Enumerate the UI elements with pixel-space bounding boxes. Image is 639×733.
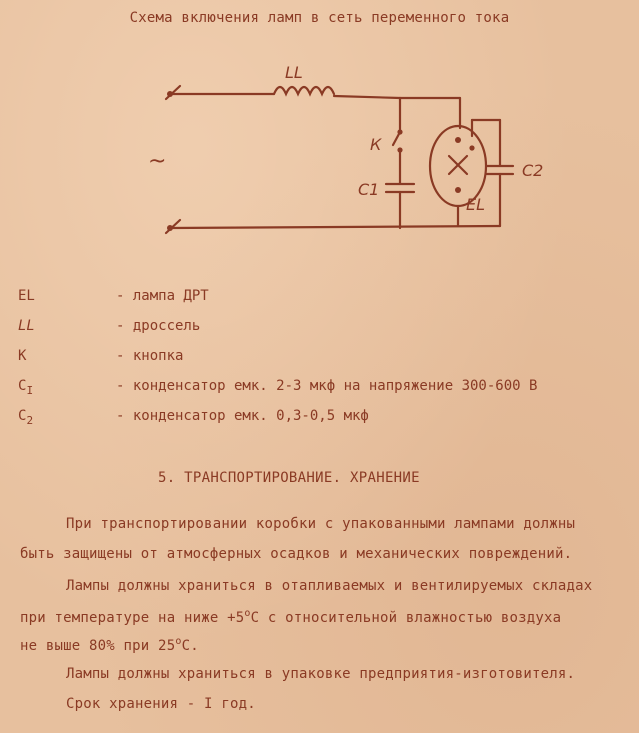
button-contact-bottom — [397, 147, 402, 152]
paragraph-line: при температуре на ниже $+5^оС$ с относительной влажностью воздуха — [20, 608, 562, 626]
legend-symbol: $C_I$ — [18, 378, 34, 397]
terminal-top — [167, 91, 173, 97]
paragraph-line: Срок хранения - I год. — [66, 696, 256, 712]
legend-description: - конденсатор емк. 2-3 мкф на напряжение 300-600 В — [116, 378, 538, 394]
label-lamp: EL — [466, 195, 486, 214]
legend-description: - лампа ДРТ — [116, 288, 209, 304]
lamp-electrode-top — [455, 137, 461, 143]
lamp-electrode-aux — [469, 145, 474, 150]
choke-coil — [274, 87, 334, 94]
legend-row — [18, 348, 618, 378]
label-button: К — [370, 135, 382, 154]
paragraph-line: быть защищены от атмосферных осадков и механических повреждений. — [20, 546, 573, 562]
circuit-diagram — [0, 0, 639, 260]
legend-symbol: $C_2$ — [18, 408, 34, 427]
legend-description: - дроссель — [116, 318, 201, 334]
wire-bottom — [170, 226, 500, 228]
paragraph-line: Лампы должны храниться в упаковке предприятия-изготовителя. — [66, 666, 576, 682]
legend-row — [18, 378, 618, 408]
label-c2: C2 — [522, 161, 544, 180]
paragraph-line: не выше 80% при $25^оС$. — [20, 636, 199, 654]
label-ac: ~ — [148, 149, 167, 174]
lamp-electrode-bottom — [455, 187, 461, 193]
label-choke: LL — [285, 63, 303, 82]
legend-symbol: К — [18, 348, 27, 364]
wire-top-mid — [334, 96, 400, 98]
legend-row — [18, 408, 618, 438]
section-heading: 5. ТРАНСПОРТИРОВАНИЕ. ХРАНЕНИЕ — [158, 470, 420, 486]
paragraph-line: Лампы должны храниться в отапливаемых и вентилируемых складах — [66, 578, 593, 594]
label-c1: C1 — [358, 180, 380, 199]
legend-description: - кнопка — [116, 348, 184, 364]
legend-row — [18, 288, 618, 318]
paragraph-line: При транспортировании коробки с упакованными лампами должны — [66, 516, 576, 532]
legend-description: - конденсатор емк. 0,3-0,5 мкф — [116, 408, 369, 424]
button-contact-top — [397, 129, 402, 134]
terminal-bottom — [167, 225, 173, 231]
diagram-title: Схема включения ламп в сеть переменного тока — [129, 10, 510, 26]
legend-symbol: EL — [18, 288, 35, 304]
legend-row — [18, 318, 618, 348]
legend-symbol: LL — [18, 318, 35, 334]
